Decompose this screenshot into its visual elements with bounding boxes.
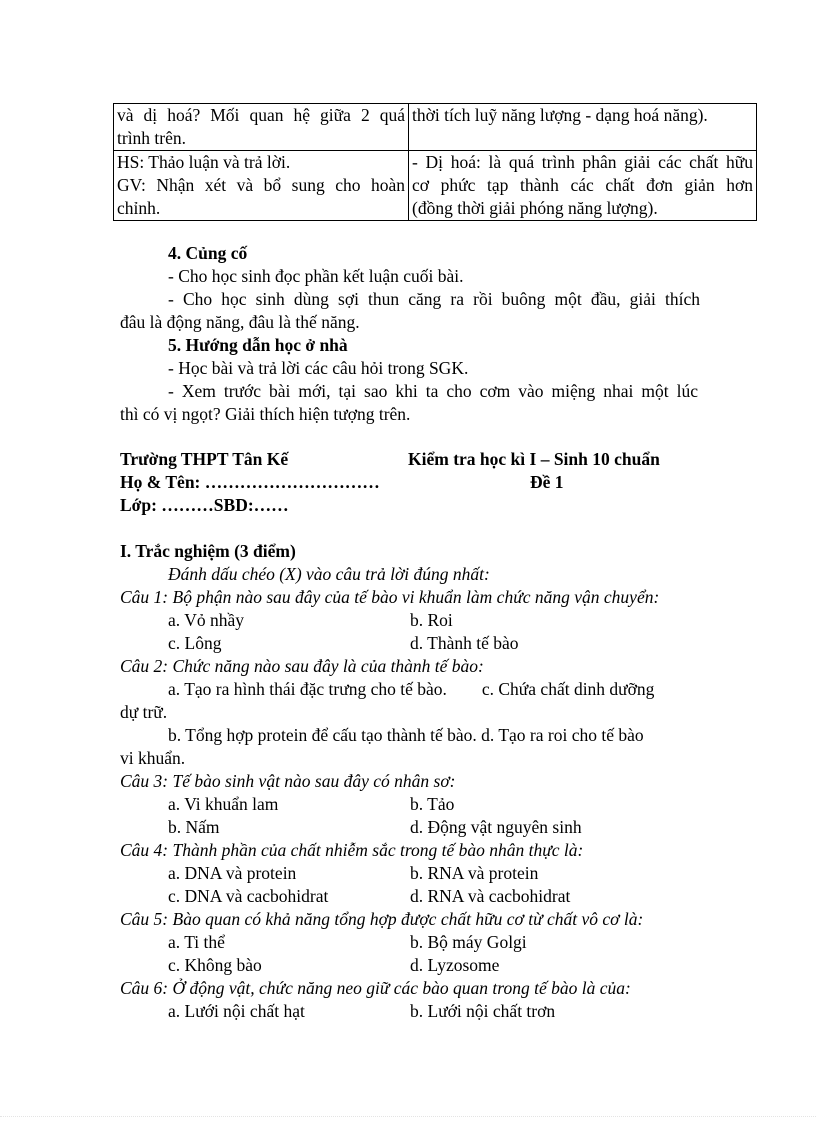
option-line: dự trữ. (120, 702, 168, 722)
option-a: a. Vi khuẩn lam (168, 794, 279, 814)
question-text: Câu 4: Thành phần của chất nhiễm sắc trong tế bào nhân thực là: (120, 840, 584, 860)
question-text: Câu 2: Chức năng nào sau đây là của thành tế bào: (120, 656, 484, 676)
option-b: b. RNA và protein (410, 863, 539, 883)
option-c: c. Không bào (168, 955, 262, 975)
option-d: d. Thành tế bào (410, 633, 519, 653)
option-b: b. Lưới nội chất trơn (410, 1001, 556, 1021)
cell-line: cơ phức tạp thành các chất đơn giản hơn (412, 175, 753, 195)
option-c: b. Nấm (168, 817, 220, 837)
option-d: d. Động vật nguyên sinh (410, 817, 582, 837)
question-text: Câu 6: Ở động vật, chức năng neo giữ các bào quan trong tế bào là của: (120, 978, 631, 998)
instruction: Đánh dấu chéo (X) vào câu trả lời đúng nhất: (168, 564, 490, 584)
option-row (120, 793, 720, 816)
option-d: d. Lyzosome (410, 955, 500, 975)
exam-code: Đề 1 (530, 472, 564, 492)
paragraph: - Cho học sinh đọc phần kết luận cuối bài. (168, 266, 464, 286)
option-a: a. Ti thể (168, 932, 225, 952)
table-cell-content (409, 151, 757, 221)
option-row (120, 816, 720, 839)
option-row (120, 632, 720, 655)
page-bottom-divider (0, 1116, 816, 1117)
option-b: b. Tảo (410, 794, 455, 814)
cell-line: thời tích luỹ năng lượng - dạng hoá năng). (412, 105, 708, 125)
option-line: a. Tạo ra hình thái đặc trưng cho tế bào. c. Chứa chất dinh dưỡng (168, 679, 655, 699)
question-text: Câu 3: Tế bào sinh vật nào sau đây có nhân sơ: (120, 771, 456, 791)
paragraph: đâu là động năng, đâu là thế năng. (120, 312, 360, 332)
paragraph: - Xem trước bài mới, tại sao khi ta cho cơm vào miệng nhai một lúc (168, 381, 698, 401)
cell-line: và dị hoá? Mối quan hệ giữa 2 quá (117, 105, 405, 125)
student-name-field: Họ & Tên: ………………………… (120, 472, 380, 492)
table-cell-activities (114, 151, 409, 221)
consolidate-section (120, 242, 700, 334)
paragraph: - Học bài và trả lời các câu hỏi trong SGK. (168, 358, 469, 378)
lesson-table (113, 103, 757, 221)
option-a: a. DNA và protein (168, 863, 297, 883)
option-a: a. Lưới nội chất hạt (168, 1001, 305, 1021)
table-cell-activities (114, 104, 409, 151)
question-text: Câu 1: Bộ phận nào sau đây của tế bào vi khuẩn làm chức năng vận chuyển: (120, 587, 660, 607)
table-cell-content (409, 104, 757, 151)
option-row (120, 862, 720, 885)
section-heading: 5. Hướng dẫn học ở nhà (168, 335, 348, 355)
homework-section (120, 334, 700, 426)
option-line: vi khuẩn. (120, 748, 186, 768)
section-heading: I. Trắc nghiệm (3 điểm) (120, 541, 296, 561)
table-row (114, 104, 757, 151)
cell-line: chỉnh. (117, 198, 161, 218)
class-field: Lớp: ………SBD:…… (120, 495, 289, 515)
option-b: b. Roi (410, 610, 453, 630)
option-c: c. DNA và cacbohidrat (168, 886, 329, 906)
cell-line: HS: Thảo luận và trả lời. (117, 152, 291, 172)
paragraph: - Cho học sinh dùng sợi thun căng ra rồi buông một đầu, giải thích (168, 289, 700, 309)
cell-line: trình trên. (117, 128, 187, 148)
option-d: d. RNA và cacbohidrat (410, 886, 571, 906)
option-a: a. Vỏ nhầy (168, 610, 244, 630)
cell-line: GV: Nhận xét và bổ sung cho hoàn (117, 175, 405, 195)
option-line: b. Tổng hợp protein để cấu tạo thành tế bào. d. Tạo ra roi cho tế bào (168, 725, 644, 745)
question-text: Câu 5: Bào quan có khả năng tổng hợp được chất hữu cơ từ chất vô cơ là: (120, 909, 644, 929)
cell-line: - Dị hoá: là quá trình phân giải các chất hữu (412, 152, 753, 172)
cell-line: (đồng thời giải phóng năng lượng). (412, 198, 658, 218)
paragraph: thì có vị ngọt? Giải thích hiện tượng trên. (120, 404, 411, 424)
option-c: c. Lông (168, 633, 222, 653)
section-heading: 4. Củng cố (168, 243, 248, 263)
option-row (120, 609, 720, 632)
question-list (120, 586, 720, 1023)
option-row (120, 885, 720, 908)
option-row (120, 931, 720, 954)
cell-line (412, 127, 753, 150)
option-b: b. Bộ máy Golgi (410, 932, 527, 952)
option-row (120, 954, 720, 977)
exam-title: Kiểm tra học kì I – Sinh 10 chuẩn (408, 449, 660, 469)
option-row (120, 1000, 720, 1023)
school-name: Trường THPT Tân Kế (120, 449, 289, 469)
table-row (114, 151, 757, 221)
